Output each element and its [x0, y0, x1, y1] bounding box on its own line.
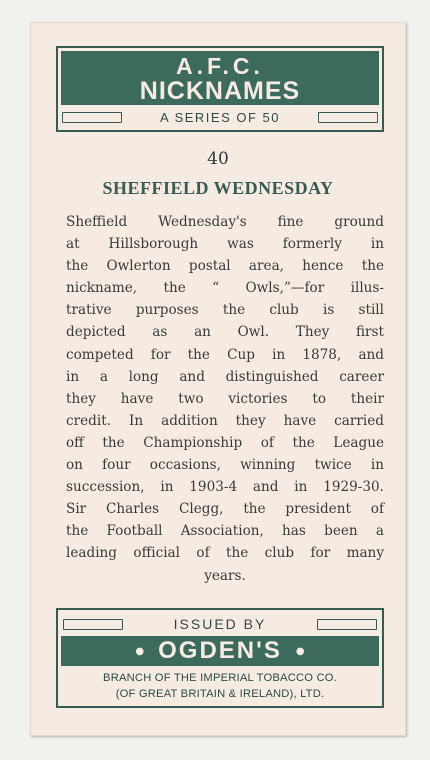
body-line: leading official of the club for many — [66, 545, 384, 562]
body-line: succession, in 1903-4 and in 1929-30. — [66, 479, 384, 496]
card-number: 40 — [207, 149, 229, 169]
brand-band — [61, 636, 379, 666]
decorative-rule-left — [62, 112, 122, 123]
footer-frame — [56, 608, 384, 708]
body-line: trative purposes the club is still — [66, 302, 384, 319]
decorative-rule-left — [63, 619, 123, 630]
series-label: A SERIES OF 50 — [160, 110, 280, 125]
body-line: the Football Association, has been a — [66, 523, 384, 540]
branch-text — [58, 670, 382, 702]
club-name: SHEFFIELD WEDNESDAY — [102, 178, 334, 198]
decorative-rule-right — [317, 619, 377, 630]
body-line: years. — [204, 567, 246, 584]
brand-name: OGDEN'S — [158, 637, 282, 664]
header-frame — [56, 46, 384, 132]
body-line: competed for the Cup in 1878, and — [66, 346, 384, 363]
body-line: they have two victories to their — [66, 390, 384, 407]
issued-row — [63, 616, 377, 632]
body-line: depicted as an Owl. They first — [66, 324, 384, 341]
body-line: Sheffield Wednesday's fine ground — [66, 214, 384, 230]
cigarette-card — [30, 22, 406, 736]
branch-line-2: (OF GREAT BRITAIN & IRELAND), LTD. — [115, 688, 325, 700]
dot-icon: ● — [135, 645, 145, 657]
title-line-2: NICKNAMES — [139, 77, 301, 105]
dot-icon: ● — [295, 645, 305, 657]
series-row — [62, 109, 378, 126]
body-line: nickname, the “ Owls,”—for illus- — [66, 280, 384, 297]
title-line-1: A.F.C. — [176, 53, 264, 79]
issued-by-label: ISSUED BY — [173, 616, 267, 632]
decorative-rule-right — [318, 112, 378, 123]
body-line: the Owlerton postal area, hence the — [66, 258, 384, 275]
branch-line-1: BRANCH OF THE IMPERIAL TOBACCO CO. — [103, 672, 337, 684]
body-line: off the Championship of the League — [66, 434, 384, 451]
description-text — [66, 211, 384, 587]
header-band — [61, 51, 379, 105]
body-line: Sir Charles Clegg, the president of — [66, 501, 384, 518]
body-line: on four occasions, winning twice in — [66, 457, 384, 474]
body-line: in a long and distinguished career — [66, 368, 384, 385]
body-line: credit. In addition they have carried — [66, 412, 384, 429]
body-line: at Hillsborough was formerly in — [66, 236, 384, 253]
